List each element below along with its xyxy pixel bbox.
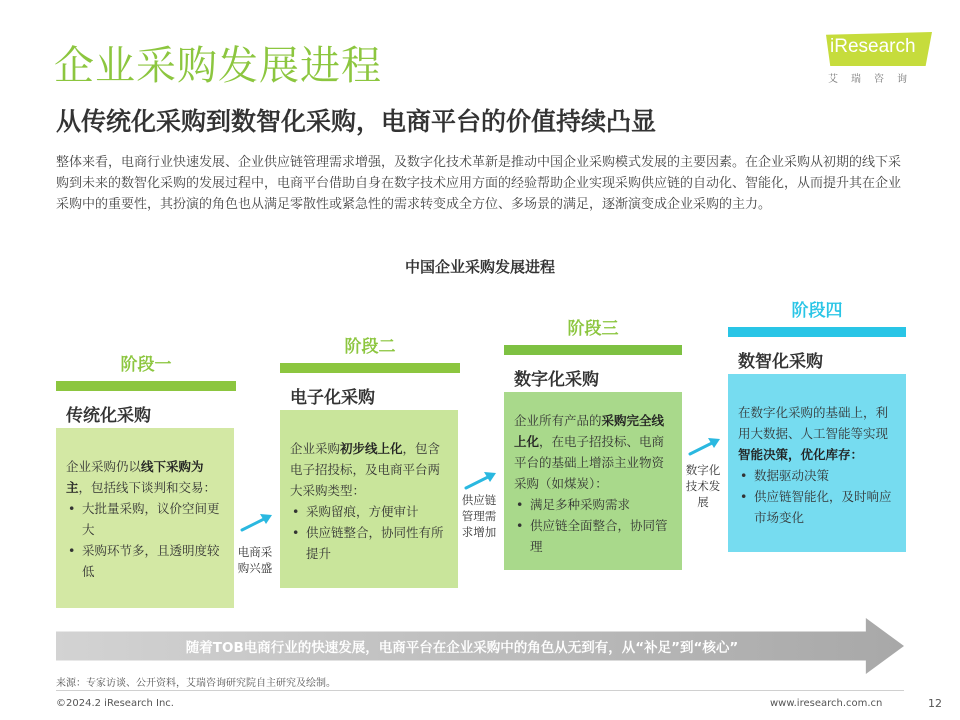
stage-4-box — [728, 374, 906, 552]
stage-4-desc: 在数字化采购的基础上，利用大数据、人工智能等实现智能决策，优化库存： — [738, 405, 889, 462]
page-subtitle: 从传统化采购到数智化采购，电商平台的价值持续凸显 — [56, 107, 657, 136]
stage-2-box — [280, 410, 458, 588]
stage-4-name: 数智化采购 — [738, 352, 823, 372]
stage-3-bar — [504, 345, 682, 355]
logo-cn: 艾瑞咨询 — [828, 74, 920, 85]
stage-3-bullet: • 满足多种采购需求 — [514, 494, 674, 515]
page-title: 企业采购发展进程 — [54, 43, 382, 89]
bottom-banner-arrow — [56, 618, 904, 674]
stage-3-name: 数字化采购 — [514, 370, 599, 390]
footer-divider — [56, 690, 904, 691]
arrow-right-icon — [688, 436, 722, 458]
bottom-banner-text: 随着TOB电商行业的快速发展，电商平台在企业采购中的角色从无到有，从“补足”到“核心” — [185, 640, 739, 656]
stage-3-bullet: • 供应链全面整合，协同管理 — [514, 515, 674, 557]
stage-4-bullet: • 供应链智能化，及时响应市场变化 — [738, 486, 898, 528]
stage-4-bar — [728, 327, 906, 337]
stage-1-name: 传统化采购 — [66, 406, 151, 426]
stage-1-bullet: • 大批量采购，议价空间更大 — [66, 498, 226, 540]
stage-2-bullet: • 供应链整合，协同性有所提升 — [290, 522, 450, 564]
logo-text: iResearch — [830, 36, 916, 57]
connector-3-label: 数字化技术发展 — [685, 463, 721, 509]
iresearch-logo — [826, 32, 936, 84]
stage-1-label: 阶段一 — [120, 355, 172, 375]
stage-1-bullet: • 采购环节多，且透明度较低 — [66, 540, 226, 582]
stage-2-label: 阶段二 — [344, 337, 396, 357]
stage-4-bullet: • 数据驱动决策 — [738, 465, 898, 486]
stage-2-name: 电子化采购 — [290, 388, 375, 408]
stage-1-desc: 企业采购仍以线下采购为主，包括线下谈判和交易： — [66, 459, 217, 495]
copyright: ©2024.2 iResearch Inc. — [56, 698, 174, 709]
stage-1-box — [56, 428, 234, 608]
arrow-right-icon — [240, 512, 274, 534]
source-note: 来源：专家访谈、公开资料，艾瑞咨询研究院自主研究及绘制。 — [56, 678, 336, 689]
stage-2-desc: 企业采购初步线上化，包含电子招投标，及电商平台两大采购类型： — [290, 441, 441, 498]
stage-3-label: 阶段三 — [567, 319, 619, 339]
intro-paragraph: 整体来看，电商行业快速发展、企业供应链管理需求增强，及数字化技术革新是推动中国企业采购模式发展的主要因素。在企业采购从初期的线下采购到未来的数智化采购的发展过程中，电商平台借助自身在数字技术应用方面的经验帮助企业实现采购供应链的自动化、智能化，从而提升其在企业采购中的重要性，其扮演的角色也从满足零散性或紧急性的需求转变成全方位、多场景的满足，逐渐演变成企业采购的主力。 — [56, 155, 902, 212]
website-link[interactable]: www.iresearch.com.cn — [770, 698, 883, 709]
stage-1-bar — [56, 381, 236, 391]
stage-2-bullet: • 采购留痕，方便审计 — [290, 501, 450, 522]
connector-1-label: 电商采购兴盛 — [237, 545, 273, 575]
stage-2-bar — [280, 363, 460, 373]
chart-title: 中国企业采购发展进程 — [404, 258, 555, 276]
stage-4-label: 阶段四 — [791, 301, 843, 321]
stage-3-desc: 企业所有产品的采购完全线上化，在电子招投标、电商平台的基础上增添主业物资采购（如煤炭）： — [514, 413, 665, 491]
connector-2-label: 供应链管理需求增加 — [461, 493, 497, 539]
page-number: 12 — [928, 697, 942, 710]
arrow-right-icon — [464, 470, 498, 492]
stage-3-box — [504, 392, 682, 570]
